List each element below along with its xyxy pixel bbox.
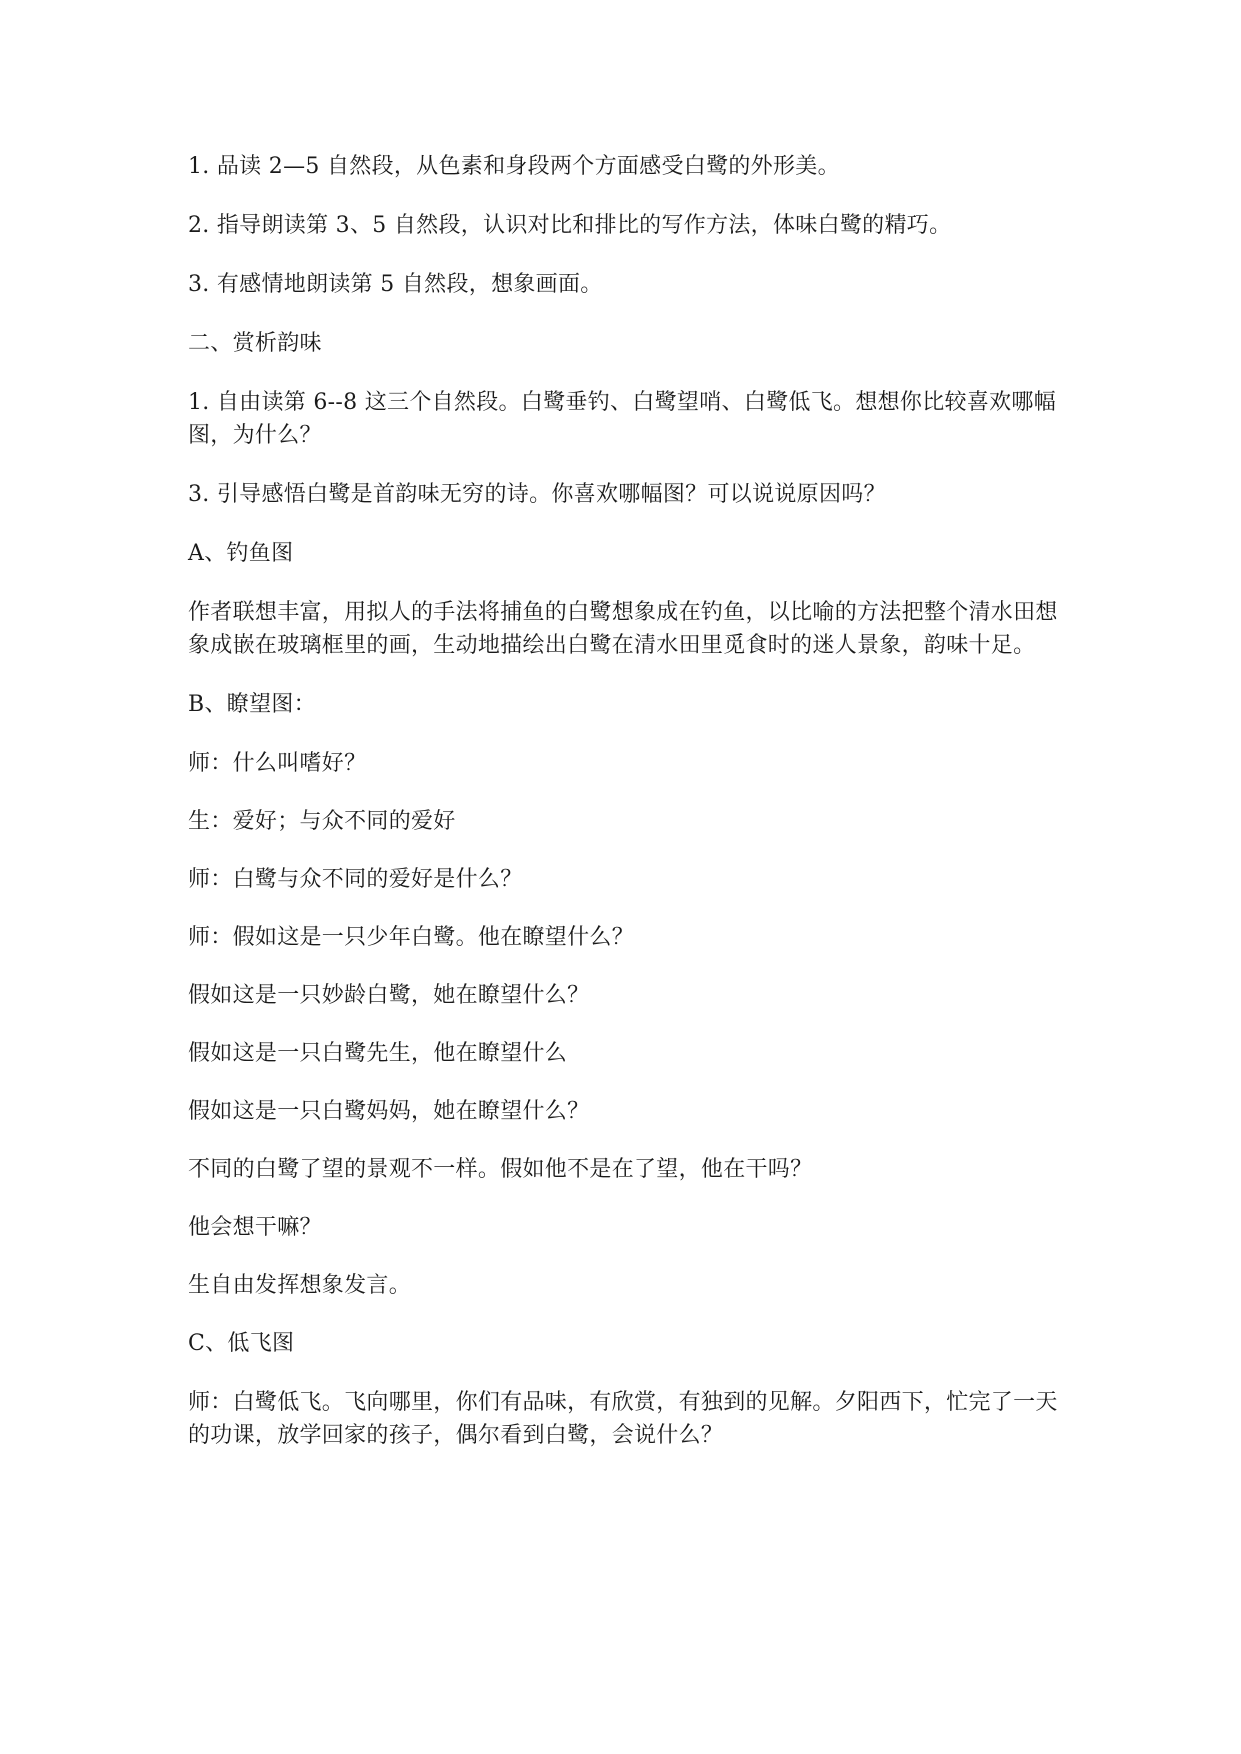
subheading-low-flight-picture: C、低飞图 — [188, 1331, 295, 1356]
dialogue-line: 师：什么叫嗜好？ — [188, 751, 367, 776]
paragraph-fishing-description: 作者联想丰富，用拟人的手法将捕鱼的白鹭想象成在钓鱼，以比喻的方法把整个清水田想象成嵌在玻璃框里的画，生动地描绘出白鹭在清水田里觅食时的迷人景象，韵味十足。 — [188, 600, 1058, 658]
dialogue-line: 生：爱好；与众不同的爱好 — [188, 809, 456, 834]
dialogue-line: 生自由发挥想象发言。 — [188, 1273, 412, 1298]
paragraph-objective-2: 2. 指导朗读第 3、5 自然段，认识对比和排比的写作方法，体味白鹭的精巧。 — [188, 213, 952, 238]
section-heading-appreciation: 二、赏析韵味 — [188, 331, 322, 356]
subheading-fishing-picture: A、钓鱼图 — [188, 541, 294, 566]
paragraph-objective-3: 3. 有感情地朗读第 5 自然段，想象画面。 — [188, 272, 603, 297]
dialogue-line: 假如这是一只白鹭先生，他在瞭望什么 — [188, 1041, 568, 1066]
paragraph-free-reading: 1. 自由读第 6--8 这三个自然段。白鹭垂钓、白鹭望哨、白鹭低飞。想想你比较喜欢哪幅图，为什么？ — [188, 390, 1057, 448]
paragraph-objective-1: 1. 品读 2—5 自然段，从色素和身段两个方面感受白鹭的外形美。 — [188, 154, 840, 179]
dialogue-line: 假如这是一只白鹭妈妈，她在瞭望什么？ — [188, 1099, 590, 1124]
subheading-lookout-picture: B、瞭望图： — [188, 692, 316, 717]
dialogue-line: 师：白鹭与众不同的爱好是什么？ — [188, 867, 523, 892]
dialogue-line: 师：假如这是一只少年白鹭。他在瞭望什么？ — [188, 925, 635, 950]
paragraph-guided-perception: 3. 引导感悟白鹭是首韵味无穷的诗。你喜欢哪幅图？可以说说原因吗？ — [188, 482, 886, 507]
dialogue-line: 不同的白鹭了望的景观不一样。假如他不是在了望，他在干吗？ — [188, 1157, 813, 1182]
dialogue-line: 他会想干嘛？ — [188, 1215, 322, 1240]
dialogue-line: 假如这是一只妙龄白鹭，她在瞭望什么？ — [188, 983, 590, 1008]
paragraph-low-flight-dialogue: 师：白鹭低飞。飞向哪里，你们有品味，有欣赏，有独到的见解。夕阳西下，忙完了一天的功课，放学回家的孩子，偶尔看到白鹭，会说什么？ — [188, 1390, 1058, 1448]
document-body — [188, 150, 1068, 1478]
